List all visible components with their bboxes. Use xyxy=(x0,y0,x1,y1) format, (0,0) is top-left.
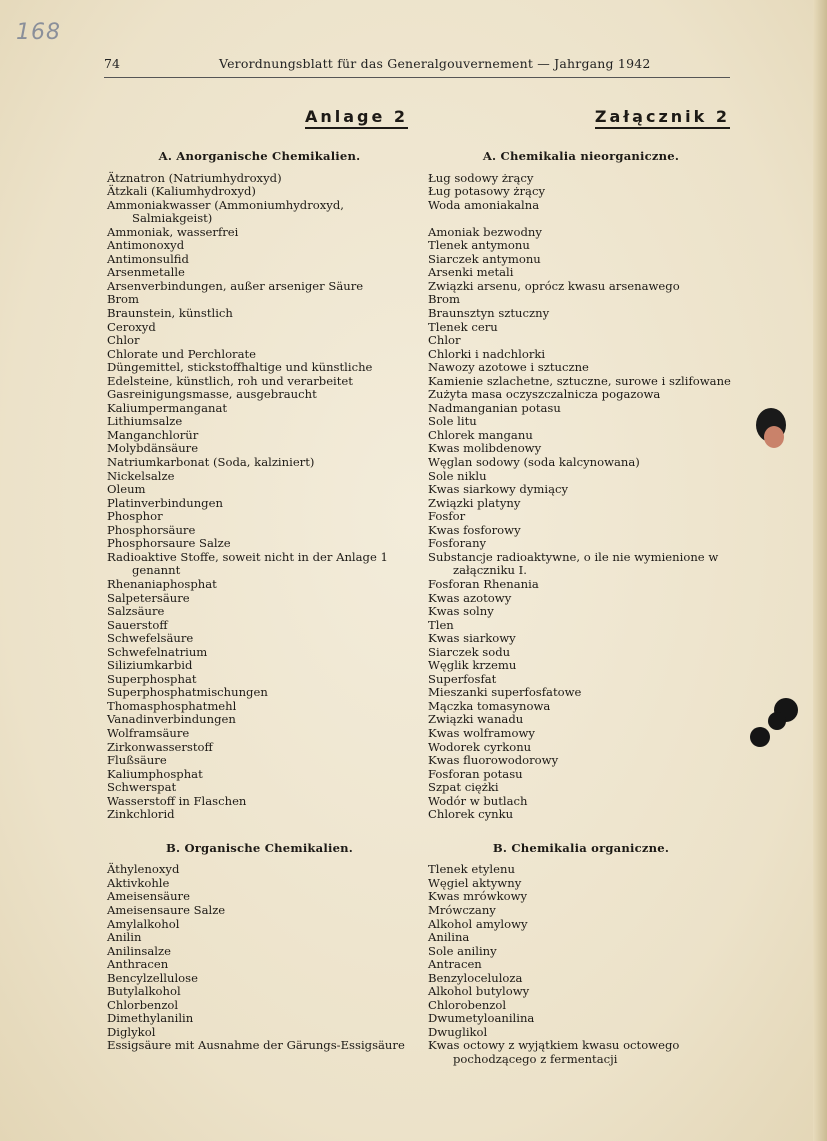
ink-blot xyxy=(764,426,784,448)
polish-heading: Załącznik 2 xyxy=(428,110,730,136)
list-item: Manganchlorür xyxy=(107,427,199,442)
list-item: Anilin xyxy=(107,930,142,945)
list-item: Kaliumphosphat xyxy=(107,766,203,781)
german-list-b xyxy=(107,863,412,1053)
list-item: Flußsäure xyxy=(107,753,167,768)
list-item: Fosforan Rhenania xyxy=(428,576,539,591)
list-item: Szpat ciężki xyxy=(428,780,499,795)
list-item: Fosforany xyxy=(428,536,487,551)
list-item: Substancje radioaktywne, o ile nie wymienione w załączniku I. xyxy=(428,549,719,578)
list-item: Essigsäure mit Ausnahme der Gärungs-Essigsäure xyxy=(107,1038,405,1053)
list-item: Wolframsäure xyxy=(107,725,190,740)
list-item: Anthracen xyxy=(107,957,169,972)
list-item: Ameisensaure Salze xyxy=(107,902,226,917)
list-item: Kwas mrówkowy xyxy=(428,889,528,904)
list-item: Radioaktive Stoffe, soweit nicht in der Anlage 1 genannt xyxy=(107,549,388,578)
list-item: Siarczek antymonu xyxy=(428,251,541,266)
list-item: Zużyta masa oczyszczalnicza pogazowa xyxy=(428,387,661,402)
list-item: Aktivkohle xyxy=(107,875,170,890)
list-item: Tlenek ceru xyxy=(428,319,498,334)
list-item: Anilina xyxy=(428,930,470,945)
list-item: Schwerspat xyxy=(107,780,177,795)
list-item: Ameisensäure xyxy=(107,889,190,904)
list-item: Brom xyxy=(107,292,140,307)
running-header xyxy=(104,56,730,76)
list-item: Ceroxyd xyxy=(107,319,156,334)
list-item: Kwas wolframowy xyxy=(428,725,535,740)
header-rule xyxy=(104,77,730,78)
german-column xyxy=(107,108,412,1053)
list-item: Kaliumpermanganat xyxy=(107,400,228,415)
list-item: Alkohol amylowy xyxy=(428,916,528,931)
list-item: Węglan sodowy (soda kalcynowana) xyxy=(428,455,640,470)
german-heading: Anlage 2 xyxy=(107,110,408,136)
list-item: Związki arsenu, oprócz kwasu arsenawego xyxy=(428,278,680,293)
list-item: Rhenaniaphosphat xyxy=(107,576,217,591)
list-item: Arsenmetalle xyxy=(107,265,185,280)
list-item: Äthylenoxyd xyxy=(107,862,180,877)
list-item: Związki platyny xyxy=(428,495,521,510)
list-item: Nawozy azotowe i sztuczne xyxy=(428,360,589,375)
list-item: Benzyloceluloza xyxy=(428,970,523,985)
list-item: Diglykol xyxy=(107,1024,156,1039)
list-item: Oleum xyxy=(107,482,146,497)
list-item: Nickelsalze xyxy=(107,468,175,483)
list-item: Superfosfat xyxy=(428,671,497,686)
list-item: Nadmanganian potasu xyxy=(428,400,561,415)
list-item: Thomasphosphatmehl xyxy=(107,698,237,713)
list-item: Kwas fluorowodorowy xyxy=(428,753,559,768)
list-item: Bencylzellulose xyxy=(107,970,198,985)
page-edge xyxy=(813,0,827,1141)
list-item: Arsenki metali xyxy=(428,265,514,280)
list-item: Chlor xyxy=(107,333,140,348)
list-item: Chlorbenzol xyxy=(107,997,179,1012)
list-item: Woda amoniakalna xyxy=(428,197,540,212)
polish-column xyxy=(428,108,734,1067)
page-number: 74 xyxy=(104,56,120,71)
ink-blot xyxy=(750,727,770,747)
list-item: Siliziumkarbid xyxy=(107,658,193,673)
list-item: Kamienie szlachetne, sztuczne, surowe i szlifowane xyxy=(428,373,731,388)
list-item: Węgiel aktywny xyxy=(428,875,522,890)
list-item: Antracen xyxy=(428,957,482,972)
list-item: Düngemittel, stickstoffhaltige und künstliche xyxy=(107,360,373,375)
list-item: Tlen xyxy=(428,617,454,632)
list-item: Amoniak bezwodny xyxy=(428,224,542,239)
list-item: Węglik krzemu xyxy=(428,658,517,673)
list-item: Sauerstoff xyxy=(107,617,168,632)
list-item: Kwas azotowy xyxy=(428,590,512,605)
header-title: Verordnungsblatt für das Generalgouvernement — Jahrgang 1942 xyxy=(219,56,651,71)
list-item: Chlorobenzol xyxy=(428,997,507,1012)
german-section-a-title: A. Anorganische Chemikalien. xyxy=(158,149,361,163)
list-item: Wodorek cyrkonu xyxy=(428,739,532,754)
polish-section-a-title: A. Chemikalia nieorganiczne. xyxy=(482,149,680,163)
list-item: Kwas octowy z wyjątkiem kwasu octowego pochodzącego z fermentacji xyxy=(428,1038,680,1066)
list-item: Mączka tomasynowa xyxy=(428,698,551,713)
list-item: Ätznatron (Natriumhydroxyd) xyxy=(107,170,282,185)
list-item: Salpetersäure xyxy=(107,590,190,605)
pencil-annotation: 168 xyxy=(16,20,61,45)
german-list-a xyxy=(107,172,412,822)
list-item: Ätzkali (Kaliumhydroxyd) xyxy=(107,184,256,199)
list-item: Kwas fosforowy xyxy=(428,522,521,537)
list-item: Mieszanki superfosfatowe xyxy=(428,685,582,700)
list-item: Anilinsalze xyxy=(107,943,171,958)
list-item: Natriumkarbonat (Soda, kalziniert) xyxy=(107,455,315,470)
list-item: Ług sodowy żrący xyxy=(428,170,534,185)
list-item: Chlorki i nadchlorki xyxy=(428,346,546,361)
list-item: Salzsäure xyxy=(107,604,165,619)
list-item: Sole aniliny xyxy=(428,943,497,958)
list-item: Tlenek etylenu xyxy=(428,862,515,877)
polish-list-a xyxy=(428,172,734,822)
list-item: Zinkchlorid xyxy=(107,807,175,822)
polish-section-b-title: B. Chemikalia organiczne. xyxy=(492,840,670,855)
list-item: Chlor xyxy=(428,333,461,348)
list-item: Sole niklu xyxy=(428,468,487,483)
list-item: Kwas siarkowy dymiący xyxy=(428,482,569,497)
list-item: Chlorate und Perchlorate xyxy=(107,346,257,361)
list-item: Arsenverbindungen, außer arseniger Säure xyxy=(107,278,364,293)
list-item: Edelsteine, künstlich, roh und verarbeitet xyxy=(107,373,353,388)
list-item: Antimonsulfid xyxy=(107,251,189,266)
list-item: Phosphorsaure Salze xyxy=(107,536,231,551)
list-item: Fosforan potasu xyxy=(428,766,523,781)
list-item: Gasreinigungsmasse, ausgebraucht xyxy=(107,387,317,402)
list-item: Związki wanadu xyxy=(428,712,524,727)
list-item: Dimethylanilin xyxy=(107,1011,194,1026)
list-item: Wodór w butlach xyxy=(428,793,528,808)
list-item: Sole litu xyxy=(428,414,477,429)
list-item: Chlorek cynku xyxy=(428,807,514,822)
list-item: Platinverbindungen xyxy=(107,495,223,510)
list-item: Ług potasowy żrący xyxy=(428,184,545,199)
list-item: Alkohol butylowy xyxy=(428,984,530,999)
list-item: Lithiumsalze xyxy=(107,414,183,429)
list-item: Siarczek sodu xyxy=(428,644,511,659)
list-item: Wasserstoff in Flaschen xyxy=(107,793,247,808)
list-item: Braunsztyn sztuczny xyxy=(428,306,550,321)
list-item: Ammoniakwasser (Ammoniumhydroxyd, Salmiakgeist) xyxy=(107,197,344,226)
list-item: Tlenek antymonu xyxy=(428,238,530,253)
polish-list-b xyxy=(428,863,734,1066)
list-item: Kwas solny xyxy=(428,604,494,619)
list-item xyxy=(428,212,734,226)
german-section-b-title: B. Organische Chemikalien. xyxy=(165,840,354,855)
list-item: Vanadinverbindungen xyxy=(107,712,236,727)
list-item: Zirkonwasserstoff xyxy=(107,739,213,754)
list-item: Phosphorsäure xyxy=(107,522,196,537)
list-item: Butylalkohol xyxy=(107,984,181,999)
list-item: Schwefelsäure xyxy=(107,631,194,646)
list-item: Schwefelnatrium xyxy=(107,644,208,659)
list-item: Kwas siarkowy xyxy=(428,631,516,646)
list-item: Superphosphat xyxy=(107,671,197,686)
list-item: Braunstein, künstlich xyxy=(107,306,233,321)
list-item: Ammoniak, wasserfrei xyxy=(107,224,239,239)
list-item: Amylalkohol xyxy=(107,916,180,931)
list-item: Brom xyxy=(428,292,461,307)
list-item: Antimonoxyd xyxy=(107,238,185,253)
ink-blot xyxy=(768,712,786,730)
list-item: Chlorek manganu xyxy=(428,427,533,442)
list-item: Dwuglikol xyxy=(428,1024,488,1039)
list-item: Dwumetyloanilina xyxy=(428,1011,535,1026)
list-item: Phosphor xyxy=(107,509,163,524)
list-item: Kwas molibdenowy xyxy=(428,441,542,456)
list-item: Superphosphatmischungen xyxy=(107,685,268,700)
list-item: Mrówczany xyxy=(428,902,496,917)
list-item: Molybdänsäure xyxy=(107,441,199,456)
list-item: Fosfor xyxy=(428,509,466,524)
